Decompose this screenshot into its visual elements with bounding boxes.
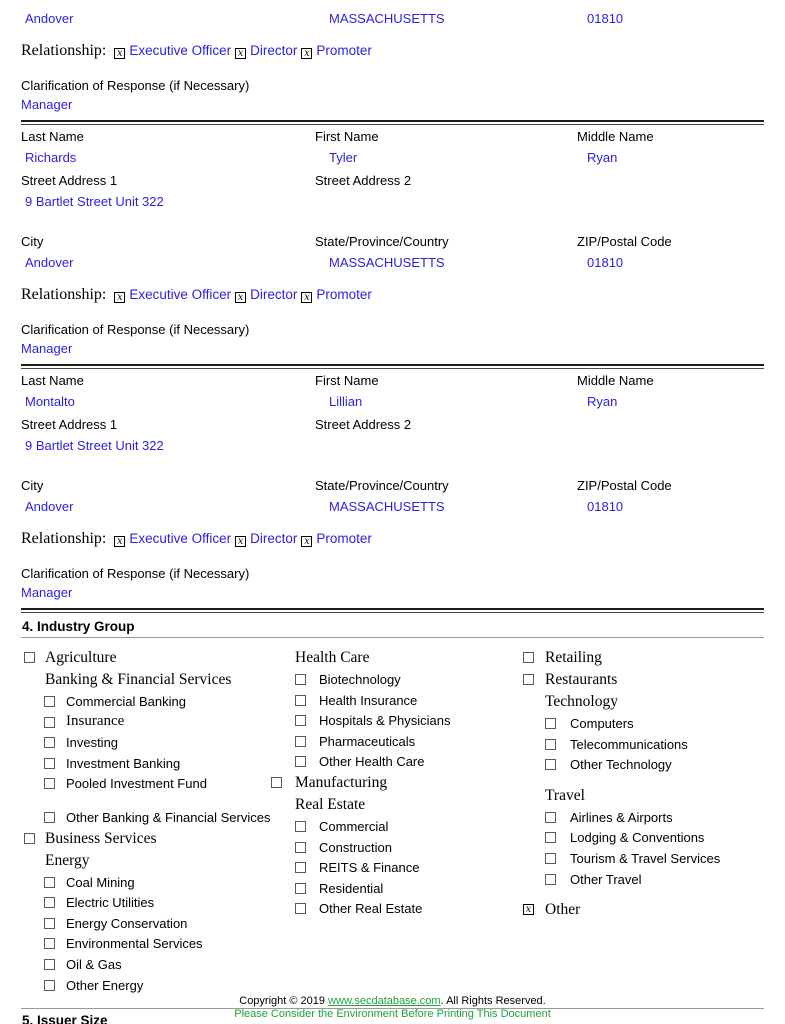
industry-item-label: Energy — [45, 851, 90, 869]
industry-item — [271, 690, 523, 711]
state-value: MASSACHUSETTS — [329, 499, 445, 514]
industry-item-label: Pooled Investment Fund — [66, 776, 207, 792]
checkbox-icon — [24, 652, 35, 663]
industry-item-label: Other — [545, 901, 581, 919]
checkbox-icon — [295, 883, 306, 894]
city-label: City — [21, 478, 44, 493]
clarification-label: Clarification of Response (if Necessary) — [21, 78, 250, 93]
street-values-row — [21, 437, 764, 457]
checkbox-icon — [295, 903, 306, 914]
industry-item-label: Commercial Banking — [66, 694, 186, 709]
secdatabase-link[interactable]: www.secdatabase.com — [328, 995, 441, 1007]
relationship-option-label: Executive Officer — [129, 287, 232, 302]
zip-value: 01810 — [587, 499, 624, 514]
checkbox-icon — [44, 959, 55, 970]
person0-location-values — [21, 10, 764, 30]
industry-item-label: Retailing — [545, 649, 602, 666]
checkbox-icon — [44, 980, 55, 991]
industry-item-label: Investment Banking — [66, 755, 181, 771]
industry-item — [523, 807, 764, 828]
relationship-option-label: Executive Officer — [129, 531, 232, 546]
industry-item-label: Investing — [66, 735, 119, 751]
checkbox-icon — [545, 739, 556, 750]
state-value: MASSACHUSETTS — [329, 11, 445, 26]
checkbox-icon — [545, 812, 556, 823]
checkbox-icon — [295, 842, 306, 853]
industry-item — [271, 647, 523, 669]
industry-item — [21, 669, 271, 691]
city-value: Andover — [25, 11, 74, 26]
industry-item-label: Electric Utilities — [66, 895, 155, 911]
relationship-option-label: Director — [250, 43, 298, 58]
industry-item-label: Agriculture — [45, 649, 117, 666]
city-label: City — [21, 234, 44, 249]
checkbox-icon — [545, 832, 556, 843]
industry-item-label: Lodging & Conventions — [570, 830, 705, 846]
industry-item — [21, 975, 271, 996]
industry-item-label: Commercial — [319, 818, 389, 834]
industry-item-label: Environmental Services — [66, 936, 203, 952]
industry-item — [523, 899, 764, 921]
zip-label: ZIP/Postal Code — [577, 478, 672, 493]
first-name-label: First Name — [315, 373, 379, 388]
checkbox-checked-icon — [235, 536, 246, 547]
industry-item — [523, 848, 764, 869]
industry-item-label: Construction — [319, 839, 392, 855]
industry-column-2 — [271, 647, 523, 919]
street2-label: Street Address 2 — [315, 173, 412, 188]
checkbox-icon — [44, 717, 55, 728]
checkbox-icon — [24, 833, 35, 844]
checkbox-checked-icon — [114, 48, 125, 59]
industry-item-label: Real Estate — [295, 795, 366, 813]
location-labels-row — [21, 474, 764, 498]
person-block-montalto — [21, 369, 764, 603]
industry-item — [523, 691, 764, 713]
relationship-option-label: Promoter — [316, 43, 372, 58]
industry-item — [21, 753, 271, 774]
checkbox-checked-icon — [235, 292, 246, 303]
relationship-caption: Relationship: — [21, 286, 107, 303]
industry-item-label: Banking & Financial Services — [45, 671, 232, 688]
industry-item-label: Technology — [545, 693, 618, 710]
industry-item-label: Insurance — [66, 712, 125, 729]
industry-item — [21, 872, 271, 893]
last-name-label: Last Name — [21, 373, 84, 388]
industry-item — [271, 837, 523, 858]
clarification-value: Manager — [21, 341, 73, 356]
industry-item-label: Travel — [545, 786, 585, 804]
industry-item — [271, 816, 523, 837]
industry-item-label: Biotechnology — [319, 672, 401, 687]
relationship-option-label: Promoter — [316, 287, 372, 302]
zip-label: ZIP/Postal Code — [577, 234, 672, 249]
checkbox-icon — [44, 938, 55, 949]
checkbox-icon — [295, 862, 306, 873]
city-value: Andover — [25, 499, 74, 514]
copyright-line — [0, 995, 785, 1008]
checkbox-icon — [44, 897, 55, 908]
relationship-options — [112, 287, 374, 302]
industry-item — [21, 933, 271, 954]
street-labels-row — [21, 169, 764, 193]
relationship-caption: Relationship: — [21, 530, 107, 547]
industry-item — [271, 669, 523, 690]
section-header-issuer-size: 5. Issuer Size — [21, 1008, 764, 1024]
industry-item-label: Other Health Care — [319, 754, 425, 770]
relationship-caption: Relationship: — [21, 42, 107, 59]
checkbox-icon — [545, 874, 556, 885]
industry-item-label: Pharmaceuticals — [319, 733, 416, 749]
industry-item-label: Restaurants — [545, 671, 618, 688]
industry-item — [21, 807, 271, 828]
checkbox-icon — [44, 812, 55, 823]
checkbox-icon — [295, 695, 306, 706]
industry-item — [271, 751, 523, 772]
clarification-label: Clarification of Response (if Necessary) — [21, 566, 250, 581]
checkbox-icon — [295, 736, 306, 747]
industry-item-label: Residential — [319, 880, 384, 896]
checkbox-icon — [295, 715, 306, 726]
location-values-row — [21, 254, 764, 274]
first-name-value: Lillian — [329, 394, 363, 409]
person-block-richards — [21, 125, 764, 359]
page-footer — [0, 995, 785, 1021]
checkbox-icon — [44, 877, 55, 888]
industry-item-label: Computers — [570, 716, 634, 731]
checkbox-icon — [44, 918, 55, 929]
street1-label: Street Address 1 — [21, 417, 118, 432]
industry-item — [21, 850, 271, 872]
industry-item-label: Tourism & Travel Services — [570, 850, 721, 866]
checkbox-checked-icon — [235, 48, 246, 59]
checkbox-checked-icon — [301, 292, 312, 303]
industry-item — [21, 892, 271, 913]
name-values-row — [21, 393, 764, 413]
industry-item — [271, 794, 523, 816]
name-values-row — [21, 149, 764, 169]
industry-item-label: Coal Mining — [66, 874, 135, 890]
name-labels-row — [21, 125, 764, 149]
checkbox-icon — [523, 674, 534, 685]
section-header-industry-group: 4. Industry Group — [21, 615, 764, 638]
industry-item-label: Business Services — [45, 829, 157, 847]
industry-item — [523, 669, 764, 691]
checkbox-icon — [295, 756, 306, 767]
middle-name-label: Middle Name — [577, 373, 654, 388]
street1-label: Street Address 1 — [21, 173, 118, 188]
industry-item — [523, 869, 764, 890]
industry-item — [523, 734, 764, 755]
copyright-prefix: Copyright © 2019 — [239, 995, 329, 1007]
relationship-options — [112, 531, 374, 546]
industry-item — [21, 773, 271, 794]
first-name-label: First Name — [315, 129, 379, 144]
relationship-row — [21, 41, 764, 65]
last-name-value: Montalto — [25, 394, 75, 409]
industry-item — [271, 731, 523, 752]
city-value: Andover — [25, 255, 74, 270]
industry-item-label: Health Insurance — [319, 692, 418, 708]
industry-item-label: REITS & Finance — [319, 860, 420, 876]
relationship-option-label: Director — [250, 531, 298, 546]
checkbox-icon — [44, 737, 55, 748]
checkbox-icon — [545, 759, 556, 770]
industry-item-label: Other Banking & Financial Services — [66, 809, 271, 825]
name-labels-row — [21, 369, 764, 393]
last-name-label: Last Name — [21, 129, 84, 144]
industry-item — [21, 647, 271, 669]
industry-column-1 — [21, 647, 271, 995]
clarification-value: Manager — [21, 97, 73, 112]
industry-item-label: Airlines & Airports — [570, 809, 673, 825]
industry-item — [523, 827, 764, 848]
industry-item-label: Manufacturing — [295, 773, 388, 791]
checkbox-icon — [545, 853, 556, 864]
last-name-value: Richards — [25, 150, 77, 165]
checkbox-icon — [295, 821, 306, 832]
middle-name-value: Ryan — [587, 394, 618, 409]
checkbox-checked-icon — [114, 536, 125, 547]
zip-value: 01810 — [587, 255, 624, 270]
industry-item — [271, 710, 523, 731]
relationship-options — [112, 43, 374, 58]
checkbox-icon — [44, 696, 55, 707]
checkbox-icon — [271, 777, 282, 788]
industry-item-label: Other Travel — [570, 871, 642, 887]
industry-item — [523, 785, 764, 807]
relationship-option-label: Director — [250, 287, 298, 302]
checkbox-checked-icon — [523, 904, 534, 915]
street-values-row — [21, 193, 764, 213]
industry-item-label: Oil & Gas — [66, 956, 122, 972]
industry-item — [271, 898, 523, 919]
checkbox-icon — [523, 652, 534, 663]
checkbox-icon — [545, 718, 556, 729]
industry-item — [271, 878, 523, 899]
zip-value: 01810 — [587, 11, 624, 26]
relationship-option-label: Promoter — [316, 531, 372, 546]
state-label: State/Province/Country — [315, 478, 449, 493]
checkbox-icon — [44, 778, 55, 789]
checkbox-checked-icon — [114, 292, 125, 303]
checkbox-icon — [295, 674, 306, 685]
state-label: State/Province/Country — [315, 234, 449, 249]
checkbox-checked-icon — [301, 48, 312, 59]
industry-column-3 — [523, 647, 764, 921]
state-value: MASSACHUSETTS — [329, 255, 445, 270]
relationship-row — [21, 285, 764, 309]
industry-item-label: Hospitals & Physicians — [319, 713, 451, 729]
industry-item — [21, 954, 271, 975]
industry-item — [21, 913, 271, 934]
industry-item — [21, 712, 271, 733]
location-labels-row — [21, 230, 764, 254]
copyright-suffix: . All Rights Reserved. — [440, 995, 546, 1007]
checkbox-icon — [44, 758, 55, 769]
industry-item — [523, 647, 764, 669]
industry-item — [271, 857, 523, 878]
street1-value: 9 Bartlet Street Unit 322 — [25, 194, 164, 209]
industry-item-label: Other Real Estate — [319, 901, 423, 917]
industry-item — [21, 732, 271, 753]
industry-item — [21, 828, 271, 850]
industry-item-label: Other Technology — [570, 757, 672, 773]
industry-item — [271, 772, 523, 794]
section-divider — [21, 608, 764, 613]
checkbox-checked-icon — [301, 536, 312, 547]
first-name-value: Tyler — [329, 150, 358, 165]
industry-group-checklist — [21, 638, 764, 1000]
industry-item-label: Other Energy — [66, 977, 144, 993]
relationship-row — [21, 529, 764, 553]
industry-item — [21, 691, 271, 712]
industry-item-label: Telecommunications — [570, 736, 688, 752]
street1-value: 9 Bartlet Street Unit 322 — [25, 438, 164, 453]
industry-item — [523, 754, 764, 775]
street2-label: Street Address 2 — [315, 417, 412, 432]
industry-item — [523, 713, 764, 734]
industry-item-label: Health Care — [295, 649, 370, 666]
environment-notice: Please Consider the Environment Before Printing This Document — [234, 1008, 551, 1020]
industry-item-label: Energy Conservation — [66, 915, 188, 931]
middle-name-value: Ryan — [587, 150, 618, 165]
clarification-value: Manager — [21, 585, 73, 600]
relationship-option-label: Executive Officer — [129, 43, 232, 58]
location-values-row — [21, 498, 764, 518]
clarification-label: Clarification of Response (if Necessary) — [21, 322, 250, 337]
middle-name-label: Middle Name — [577, 129, 654, 144]
street-labels-row — [21, 413, 764, 437]
